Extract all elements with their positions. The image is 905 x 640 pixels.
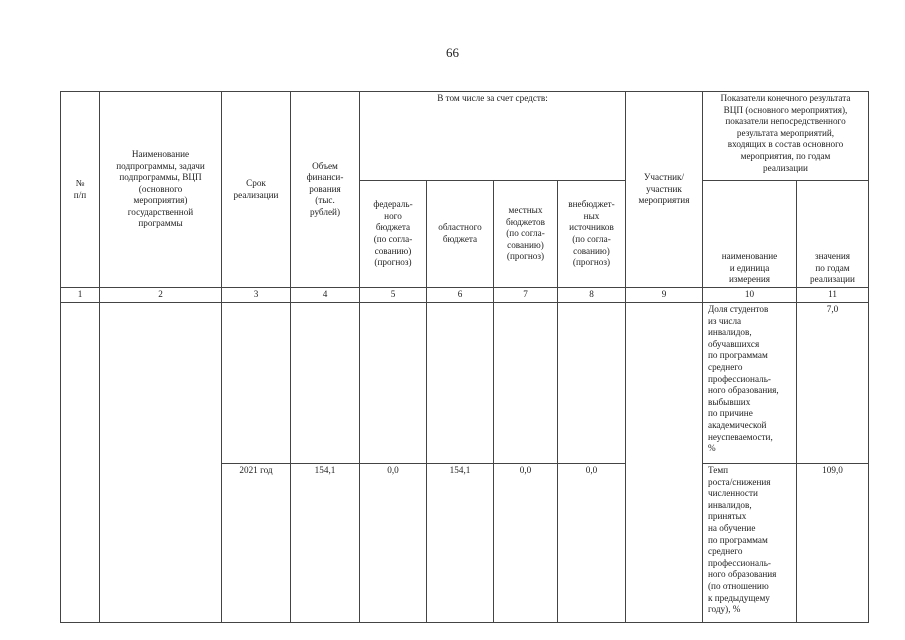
text-line: мероприятия): [133, 195, 188, 206]
text-line: (основного: [138, 183, 183, 194]
text-line: Объем: [312, 160, 338, 171]
table-row: [61, 303, 869, 464]
text-line: Доля студентов: [708, 304, 769, 314]
text-line: по программам: [708, 350, 768, 361]
text-line: ВЦП (основного мероприятия),: [723, 104, 848, 115]
indicator-cell: [703, 464, 797, 623]
text-line: измерения: [728, 274, 771, 285]
text-line: Показатели конечного результата: [720, 93, 851, 103]
col-num: 7: [494, 288, 558, 303]
text-line: ных: [583, 210, 600, 221]
extra-cell: [558, 303, 626, 464]
text-line: ного образования,: [708, 385, 779, 396]
text-line: Наименование: [131, 148, 190, 159]
text-line: бюджета: [375, 222, 411, 233]
text-line: численности: [708, 488, 758, 499]
text-line: принятых: [708, 511, 747, 522]
participant-cell: [626, 303, 703, 623]
header-sources-group: В том числе за счет средств:: [360, 92, 626, 181]
federal-cell: [360, 303, 427, 464]
text-line: сованию): [573, 245, 610, 256]
header-period: [222, 92, 291, 288]
text-line: и единица: [729, 262, 770, 273]
local-cell: [494, 303, 558, 464]
indicator-cell: [703, 303, 797, 464]
text-line: бюджета: [442, 234, 478, 244]
header-regional: [427, 181, 494, 288]
text-line: (по согла-: [373, 234, 413, 244]
header-name: [100, 92, 222, 288]
text-line: участник: [646, 183, 682, 194]
row-number-cell: [61, 303, 100, 623]
local-cell: 0,0: [494, 464, 558, 623]
text-line: сованию): [507, 239, 544, 250]
page-number: 66: [446, 45, 459, 60]
text-line: профессиональ-: [708, 373, 771, 384]
header-number: [61, 92, 100, 288]
text-line: неуспеваемости,: [708, 431, 773, 442]
text-line: (прогноз): [572, 257, 611, 268]
period-cell: [222, 303, 291, 464]
text-line: по причине: [708, 408, 753, 419]
text-line: №: [75, 177, 85, 188]
col-num: 8: [558, 288, 626, 303]
text-line: источников: [569, 222, 614, 233]
header-extra: [558, 181, 626, 288]
text-line: инвалидов,: [708, 327, 752, 338]
text-line: %: [708, 443, 716, 454]
text-line: значения: [815, 251, 851, 262]
text-line: среднего: [708, 546, 743, 557]
text-line: (по отношению: [708, 580, 769, 591]
indicator-value-cell: 109,0: [797, 464, 869, 623]
text-line: рублей): [309, 206, 341, 217]
text-line: ного образования: [708, 569, 777, 580]
row-name-cell: [100, 303, 222, 623]
text-line: федераль-: [373, 199, 413, 210]
text-line: сованию): [374, 245, 412, 256]
text-line: программы: [138, 218, 183, 229]
text-line: Участник/: [643, 172, 685, 183]
col-num: 3: [222, 288, 291, 303]
text-line: роста/снижения: [708, 476, 771, 487]
text-line: году), %: [708, 604, 741, 615]
text-line: внебюджет-: [568, 199, 615, 210]
column-number-row: [61, 288, 869, 303]
text-line: по программам: [708, 534, 768, 545]
text-line: мероприятия, по годам: [740, 150, 831, 161]
indicator-value-cell: 7,0: [797, 303, 869, 464]
col-num: 6: [427, 288, 494, 303]
period-cell: 2021 год: [222, 464, 291, 623]
col-num: 4: [291, 288, 360, 303]
text-line: результата мероприятий,: [736, 127, 835, 138]
text-line: профессиональ-: [708, 557, 771, 568]
text-line: среднего: [708, 361, 743, 372]
extra-cell: 0,0: [558, 464, 626, 623]
text-line: инвалидов,: [708, 499, 752, 510]
col-num: 9: [626, 288, 703, 303]
text-line: к предыдущему: [708, 592, 770, 603]
header-volume: [291, 92, 360, 288]
header-participant: [626, 92, 703, 288]
col-num: 1: [61, 288, 100, 303]
program-table: [60, 91, 869, 623]
text-line: реализации: [763, 162, 808, 173]
text-line: подпрограммы, задачи: [116, 160, 205, 171]
text-line: подпрограммы, ВЦП: [119, 172, 202, 183]
text-line: на обучение: [708, 522, 756, 533]
text-line: областного: [438, 222, 482, 233]
text-line: Темп: [708, 465, 729, 475]
text-line: из числа: [708, 315, 742, 326]
text-line: (по согла-: [572, 234, 611, 244]
text-line: реализации: [810, 274, 855, 285]
regional-cell: 154,1: [427, 464, 494, 623]
text-line: (прогноз): [506, 251, 545, 262]
text-line: местных: [508, 205, 543, 216]
header-indicator-values: [797, 181, 869, 288]
text-line: Срок: [246, 177, 266, 188]
text-line: показатели непосредственного: [725, 116, 846, 127]
text-line: академической: [708, 419, 767, 430]
col-num: 5: [360, 288, 427, 303]
text-line: реализации: [233, 189, 279, 200]
volume-cell: 154,1: [291, 464, 360, 623]
text-line: бюджетов: [506, 216, 545, 227]
header-indicator-name: [703, 181, 797, 288]
text-line: обучавшихся: [708, 338, 760, 349]
header-local: [494, 181, 558, 288]
text-line: финанси-: [306, 172, 344, 183]
text-line: (по согла-: [506, 228, 545, 239]
text-line: (прогноз): [374, 257, 412, 268]
text-line: по годам: [815, 262, 850, 273]
col-num: 2: [100, 288, 222, 303]
text-line: п/п: [73, 189, 87, 200]
text-line: входящих в состав основного: [727, 139, 844, 150]
text-line: рования: [309, 183, 341, 194]
regional-cell: [427, 303, 494, 464]
col-num: 10: [703, 288, 797, 303]
text-line: наименование: [721, 251, 778, 262]
text-line: ного: [384, 210, 402, 221]
col-num: 11: [797, 288, 869, 303]
header-federal: [360, 181, 427, 288]
text-line: (тыс.: [315, 195, 335, 206]
text-line: мероприятия: [638, 195, 690, 206]
text-line: выбывших: [708, 396, 751, 407]
text-line: государственной: [127, 206, 194, 217]
volume-cell: [291, 303, 360, 464]
header-indicators-group: [703, 92, 869, 181]
federal-cell: 0,0: [360, 464, 427, 623]
